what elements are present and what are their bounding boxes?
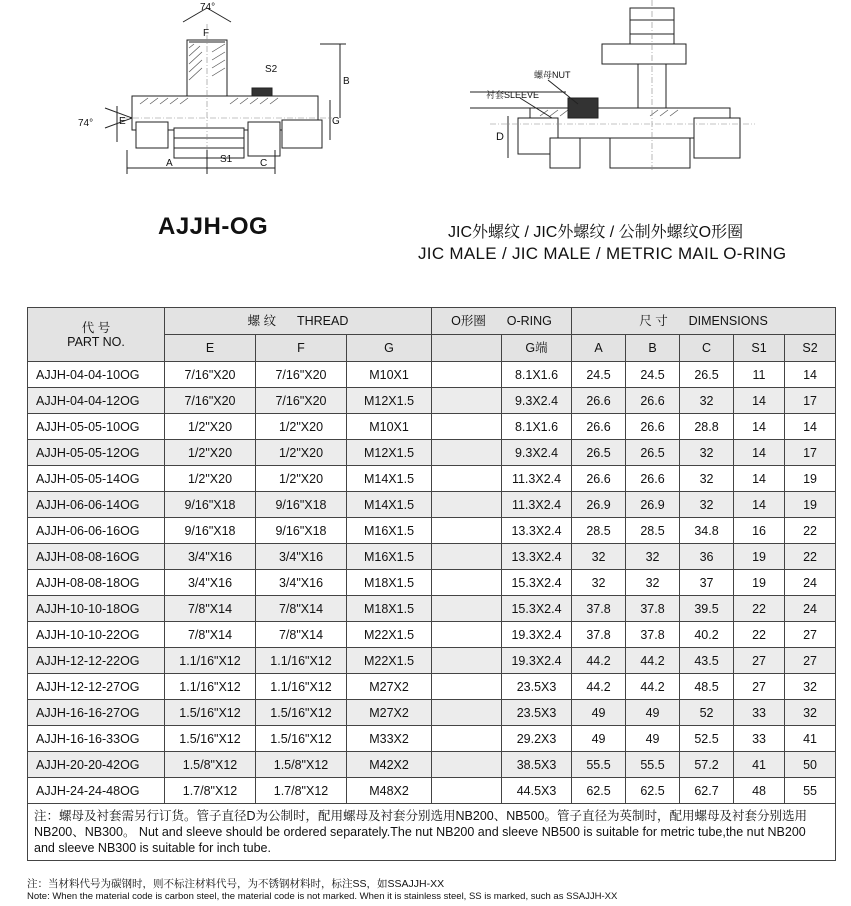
label-s1: S1 <box>220 154 233 165</box>
table-row <box>28 518 836 544</box>
cell-dim-a: 55.5 <box>572 752 626 778</box>
cell-oring-blank <box>432 440 502 466</box>
cell-thread-g: M27X2 <box>347 700 432 726</box>
cell-dim-s2: 41 <box>785 726 836 752</box>
cell-dim-c: 32 <box>680 466 734 492</box>
cell-oring-g-end: 9.3X2.4 <box>502 388 572 414</box>
cell-oring-blank <box>432 726 502 752</box>
cell-dim-a: 44.2 <box>572 674 626 700</box>
cell-thread-e: 1.7/8"X12 <box>165 778 256 804</box>
header-dim-cn: 尺 寸 <box>639 314 668 328</box>
cell-part-no: AJJH-12-12-22OG <box>28 648 165 674</box>
cell-thread-g: M22X1.5 <box>347 622 432 648</box>
cell-dim-b: 49 <box>626 700 680 726</box>
label-a: A <box>166 158 173 169</box>
cell-thread-g: M18X1.5 <box>347 570 432 596</box>
cell-dim-s2: 17 <box>785 440 836 466</box>
cell-dim-c: 32 <box>680 388 734 414</box>
cell-thread-e: 1.5/16"X12 <box>165 700 256 726</box>
cell-dim-s2: 24 <box>785 570 836 596</box>
cell-dim-a: 26.5 <box>572 440 626 466</box>
label-s2: S2 <box>265 64 278 75</box>
cell-dim-a: 44.2 <box>572 648 626 674</box>
cell-thread-e: 1.5/8"X12 <box>165 752 256 778</box>
cell-thread-g: M16X1.5 <box>347 544 432 570</box>
table-row <box>28 570 836 596</box>
cell-oring-g-end: 15.3X2.4 <box>502 570 572 596</box>
angle-top-label: 74° <box>200 2 216 13</box>
cell-dim-s2: 14 <box>785 414 836 440</box>
cell-dim-c: 36 <box>680 544 734 570</box>
cell-thread-g: M12X1.5 <box>347 388 432 414</box>
cell-dim-s2: 14 <box>785 362 836 388</box>
cell-oring-blank <box>432 414 502 440</box>
header-oring-en: O-RING <box>506 314 552 328</box>
cell-part-no: AJJH-06-06-14OG <box>28 492 165 518</box>
cell-thread-f: 3/4"X16 <box>256 544 347 570</box>
cell-thread-f: 1.5/8"X12 <box>256 752 347 778</box>
cell-dim-s2: 50 <box>785 752 836 778</box>
product-code: AJJH-OG <box>158 213 269 240</box>
cell-oring-blank <box>432 648 502 674</box>
cell-dim-b: 44.2 <box>626 674 680 700</box>
table-row <box>28 596 836 622</box>
cell-dim-b: 26.6 <box>626 414 680 440</box>
cell-dim-a: 49 <box>572 726 626 752</box>
cell-oring-blank <box>432 388 502 414</box>
cell-thread-g: M27X2 <box>347 674 432 700</box>
cell-thread-e: 7/16"X20 <box>165 362 256 388</box>
angle-left-label: 74° <box>78 118 94 129</box>
header-oring <box>432 308 572 335</box>
cell-thread-f: 1.7/8"X12 <box>256 778 347 804</box>
cell-oring-g-end: 13.3X2.4 <box>502 544 572 570</box>
cell-dim-b: 62.5 <box>626 778 680 804</box>
cell-dim-b: 26.9 <box>626 492 680 518</box>
cell-thread-e: 9/16"X18 <box>165 518 256 544</box>
header-part-en: PART NO. <box>67 334 125 349</box>
cell-thread-f: 1/2"X20 <box>256 466 347 492</box>
cell-dim-c: 34.8 <box>680 518 734 544</box>
cell-dim-s2: 27 <box>785 622 836 648</box>
cell-thread-g: M16X1.5 <box>347 518 432 544</box>
cell-oring-g-end: 8.1X1.6 <box>502 362 572 388</box>
table-note: 注：螺母及衬套需另行订货。管子直径D为公制时，配用螺母及衬套分别选用NB200、NB500。管子直径为英制时，配用螺母及衬套分别选用NB200、NB300。 Nut and sleeve should be ordered separately.The nut NB200 and sleeve NB500 is suitable for metric tube,the nut NB200 and sleeve NB300 is suitable for inch tube. <box>28 804 836 861</box>
cell-thread-f: 1.5/16"X12 <box>256 726 347 752</box>
cell-dim-c: 48.5 <box>680 674 734 700</box>
cell-dim-s2: 22 <box>785 518 836 544</box>
cell-dim-s1: 27 <box>734 674 785 700</box>
cell-dim-b: 24.5 <box>626 362 680 388</box>
cell-dim-b: 26.6 <box>626 466 680 492</box>
cell-part-no: AJJH-16-16-27OG <box>28 700 165 726</box>
cell-thread-e: 1.1/16"X12 <box>165 648 256 674</box>
cell-part-no: AJJH-24-24-48OG <box>28 778 165 804</box>
cell-dim-s2: 17 <box>785 388 836 414</box>
cell-dim-s1: 14 <box>734 440 785 466</box>
header-oring-cn: O形圈 <box>451 314 486 328</box>
cell-dim-b: 28.5 <box>626 518 680 544</box>
cell-thread-g: M33X2 <box>347 726 432 752</box>
label-d: D <box>496 131 504 143</box>
table-row <box>28 544 836 570</box>
cell-thread-f: 7/8"X14 <box>256 596 347 622</box>
cell-oring-blank <box>432 674 502 700</box>
cell-thread-e: 7/16"X20 <box>165 388 256 414</box>
cell-oring-g-end: 38.5X3 <box>502 752 572 778</box>
header-thread-cn: 螺 纹 <box>247 314 277 328</box>
cell-oring-g-end: 15.3X2.4 <box>502 596 572 622</box>
cell-thread-f: 1.1/16"X12 <box>256 674 347 700</box>
cell-thread-g: M42X2 <box>347 752 432 778</box>
cell-oring-g-end: 8.1X1.6 <box>502 414 572 440</box>
cell-dim-s1: 33 <box>734 726 785 752</box>
cell-dim-c: 62.7 <box>680 778 734 804</box>
cell-thread-e: 1/2"X20 <box>165 414 256 440</box>
header-g: G <box>347 335 432 362</box>
cell-part-no: AJJH-05-05-14OG <box>28 466 165 492</box>
header-e: E <box>165 335 256 362</box>
cell-dim-s2: 32 <box>785 700 836 726</box>
cell-oring-blank <box>432 700 502 726</box>
header-dimensions <box>572 308 836 335</box>
table-row <box>28 726 836 752</box>
cell-oring-g-end: 13.3X2.4 <box>502 518 572 544</box>
sleeve-label: 衬套SLEEVE <box>486 90 540 100</box>
description-en: JIC MALE / JIC MALE / METRIC MAIL O-RING <box>418 244 787 263</box>
cell-oring-g-end: 11.3X2.4 <box>502 492 572 518</box>
cell-thread-e: 7/8"X14 <box>165 622 256 648</box>
footnote-en: Note: When the material code is carbon steel, the material code is not marked. When it is stainless steel, SS is marked, such as SSAJJH-XX <box>27 891 618 902</box>
cell-thread-f: 3/4"X16 <box>256 570 347 596</box>
cell-oring-g-end: 11.3X2.4 <box>502 466 572 492</box>
cell-dim-s1: 19 <box>734 544 785 570</box>
table-row <box>28 648 836 674</box>
cell-thread-e: 1/2"X20 <box>165 466 256 492</box>
cell-oring-g-end: 19.3X2.4 <box>502 622 572 648</box>
cell-oring-blank <box>432 778 502 804</box>
table-row <box>28 700 836 726</box>
header-part-no <box>28 308 165 362</box>
cell-part-no: AJJH-10-10-22OG <box>28 622 165 648</box>
table-row <box>28 622 836 648</box>
label-c: C <box>260 158 268 169</box>
cell-dim-b: 49 <box>626 726 680 752</box>
cell-thread-g: M12X1.5 <box>347 440 432 466</box>
table-row <box>28 778 836 804</box>
cell-dim-s1: 11 <box>734 362 785 388</box>
cell-dim-a: 24.5 <box>572 362 626 388</box>
table-row <box>28 492 836 518</box>
table-row <box>28 362 836 388</box>
table-row <box>28 466 836 492</box>
description-cn: JIC外螺纹 / JIC外螺纹 / 公制外螺纹O形圈 <box>448 224 744 241</box>
cell-oring-blank <box>432 466 502 492</box>
cell-dim-b: 37.8 <box>626 596 680 622</box>
cell-dim-s2: 55 <box>785 778 836 804</box>
cell-part-no: AJJH-20-20-42OG <box>28 752 165 778</box>
header-thread-en: THREAD <box>296 314 349 328</box>
cell-thread-f: 7/16"X20 <box>256 362 347 388</box>
cell-dim-a: 26.6 <box>572 414 626 440</box>
cell-part-no: AJJH-08-08-16OG <box>28 544 165 570</box>
cell-dim-c: 28.8 <box>680 414 734 440</box>
cell-dim-c: 57.2 <box>680 752 734 778</box>
cell-thread-e: 1.1/16"X12 <box>165 674 256 700</box>
label-e: E <box>119 116 126 127</box>
cell-part-no: AJJH-06-06-16OG <box>28 518 165 544</box>
cell-oring-blank <box>432 752 502 778</box>
cell-dim-s1: 19 <box>734 570 785 596</box>
cell-thread-g: M48X2 <box>347 778 432 804</box>
cell-dim-c: 39.5 <box>680 596 734 622</box>
cell-oring-g-end: 9.3X2.4 <box>502 440 572 466</box>
header-s1: S1 <box>734 335 785 362</box>
header-part-cn: 代 号 <box>81 320 111 335</box>
cell-dim-b: 44.2 <box>626 648 680 674</box>
cell-dim-s2: 27 <box>785 648 836 674</box>
cell-dim-b: 32 <box>626 570 680 596</box>
cell-dim-s1: 48 <box>734 778 785 804</box>
cell-dim-s1: 14 <box>734 414 785 440</box>
cell-oring-g-end: 44.5X3 <box>502 778 572 804</box>
cell-oring-blank <box>432 570 502 596</box>
cell-dim-a: 26.6 <box>572 466 626 492</box>
dimension-drawing <box>70 0 370 185</box>
header-c: C <box>680 335 734 362</box>
cell-dim-b: 55.5 <box>626 752 680 778</box>
cell-dim-a: 26.6 <box>572 388 626 414</box>
cell-thread-f: 1/2"X20 <box>256 440 347 466</box>
cell-thread-g: M22X1.5 <box>347 648 432 674</box>
spec-table <box>27 307 836 861</box>
footnote-cn: 注：当材料代号为碳钢时，则不标注材料代号，为不锈钢材料时，标注SS，如SSAJJH-XX <box>27 878 445 890</box>
cell-part-no: AJJH-05-05-10OG <box>28 414 165 440</box>
cell-thread-f: 9/16"X18 <box>256 518 347 544</box>
cell-part-no: AJJH-05-05-12OG <box>28 440 165 466</box>
cell-thread-e: 7/8"X14 <box>165 596 256 622</box>
cell-thread-f: 1.5/16"X12 <box>256 700 347 726</box>
table-row <box>28 440 836 466</box>
table-row <box>28 388 836 414</box>
cell-dim-c: 40.2 <box>680 622 734 648</box>
cell-oring-g-end: 23.5X3 <box>502 674 572 700</box>
cell-dim-a: 62.5 <box>572 778 626 804</box>
cell-dim-b: 32 <box>626 544 680 570</box>
cell-dim-c: 37 <box>680 570 734 596</box>
cell-thread-f: 1.1/16"X12 <box>256 648 347 674</box>
cell-dim-s1: 22 <box>734 596 785 622</box>
cell-dim-a: 26.9 <box>572 492 626 518</box>
cell-dim-c: 32 <box>680 440 734 466</box>
cell-thread-g: M14X1.5 <box>347 466 432 492</box>
cell-part-no: AJJH-08-08-18OG <box>28 570 165 596</box>
cell-thread-g: M10X1 <box>347 362 432 388</box>
cell-dim-c: 52 <box>680 700 734 726</box>
cell-dim-s2: 22 <box>785 544 836 570</box>
cell-dim-a: 37.8 <box>572 596 626 622</box>
table-row <box>28 414 836 440</box>
cell-oring-blank <box>432 518 502 544</box>
cell-thread-g: M14X1.5 <box>347 492 432 518</box>
cell-dim-s1: 27 <box>734 648 785 674</box>
cell-dim-s1: 14 <box>734 492 785 518</box>
cell-dim-s1: 16 <box>734 518 785 544</box>
table-row <box>28 752 836 778</box>
cell-thread-f: 1/2"X20 <box>256 414 347 440</box>
cell-dim-s2: 32 <box>785 674 836 700</box>
header-dim-en: DIMENSIONS <box>688 314 768 328</box>
cell-dim-a: 49 <box>572 700 626 726</box>
cell-thread-f: 7/16"X20 <box>256 388 347 414</box>
cell-oring-g-end: 29.2X3 <box>502 726 572 752</box>
cell-dim-a: 28.5 <box>572 518 626 544</box>
cell-part-no: AJJH-16-16-33OG <box>28 726 165 752</box>
cell-dim-b: 37.8 <box>626 622 680 648</box>
cell-dim-s1: 41 <box>734 752 785 778</box>
cell-thread-e: 9/16"X18 <box>165 492 256 518</box>
cell-dim-a: 32 <box>572 570 626 596</box>
cell-thread-e: 3/4"X16 <box>165 544 256 570</box>
cell-dim-s2: 24 <box>785 596 836 622</box>
cell-dim-s2: 19 <box>785 492 836 518</box>
cell-dim-a: 32 <box>572 544 626 570</box>
cell-dim-s1: 22 <box>734 622 785 648</box>
cell-dim-b: 26.5 <box>626 440 680 466</box>
table-row <box>28 674 836 700</box>
cell-oring-blank <box>432 492 502 518</box>
cell-oring-blank <box>432 596 502 622</box>
header-a: A <box>572 335 626 362</box>
cell-dim-b: 26.6 <box>626 388 680 414</box>
label-g: G <box>332 116 340 127</box>
cell-part-no: AJJH-12-12-27OG <box>28 674 165 700</box>
cell-dim-a: 37.8 <box>572 622 626 648</box>
header-oring-blank <box>432 335 502 362</box>
cell-oring-blank <box>432 544 502 570</box>
cell-thread-e: 1.5/16"X12 <box>165 726 256 752</box>
cell-part-no: AJJH-04-04-12OG <box>28 388 165 414</box>
assembly-drawing <box>470 0 770 185</box>
nut-label: 螺母NUT <box>534 70 571 80</box>
header-f: F <box>256 335 347 362</box>
header-g-end: G端 <box>502 335 572 362</box>
cell-thread-g: M10X1 <box>347 414 432 440</box>
header-b: B <box>626 335 680 362</box>
cell-thread-e: 1/2"X20 <box>165 440 256 466</box>
cell-thread-g: M18X1.5 <box>347 596 432 622</box>
cell-oring-blank <box>432 622 502 648</box>
cell-dim-c: 43.5 <box>680 648 734 674</box>
label-f: F <box>203 28 210 39</box>
label-b: B <box>343 76 350 87</box>
cell-dim-c: 52.5 <box>680 726 734 752</box>
cell-oring-blank <box>432 362 502 388</box>
cell-thread-f: 7/8"X14 <box>256 622 347 648</box>
cell-dim-s1: 14 <box>734 388 785 414</box>
cell-dim-c: 26.5 <box>680 362 734 388</box>
cell-part-no: AJJH-04-04-10OG <box>28 362 165 388</box>
cell-thread-e: 3/4"X16 <box>165 570 256 596</box>
cell-thread-f: 9/16"X18 <box>256 492 347 518</box>
header-thread <box>165 308 432 335</box>
cell-oring-g-end: 23.5X3 <box>502 700 572 726</box>
cell-dim-s2: 19 <box>785 466 836 492</box>
cell-part-no: AJJH-10-10-18OG <box>28 596 165 622</box>
cell-dim-c: 32 <box>680 492 734 518</box>
header-s2: S2 <box>785 335 836 362</box>
cell-dim-s1: 33 <box>734 700 785 726</box>
cell-oring-g-end: 19.3X2.4 <box>502 648 572 674</box>
cell-dim-s1: 14 <box>734 466 785 492</box>
